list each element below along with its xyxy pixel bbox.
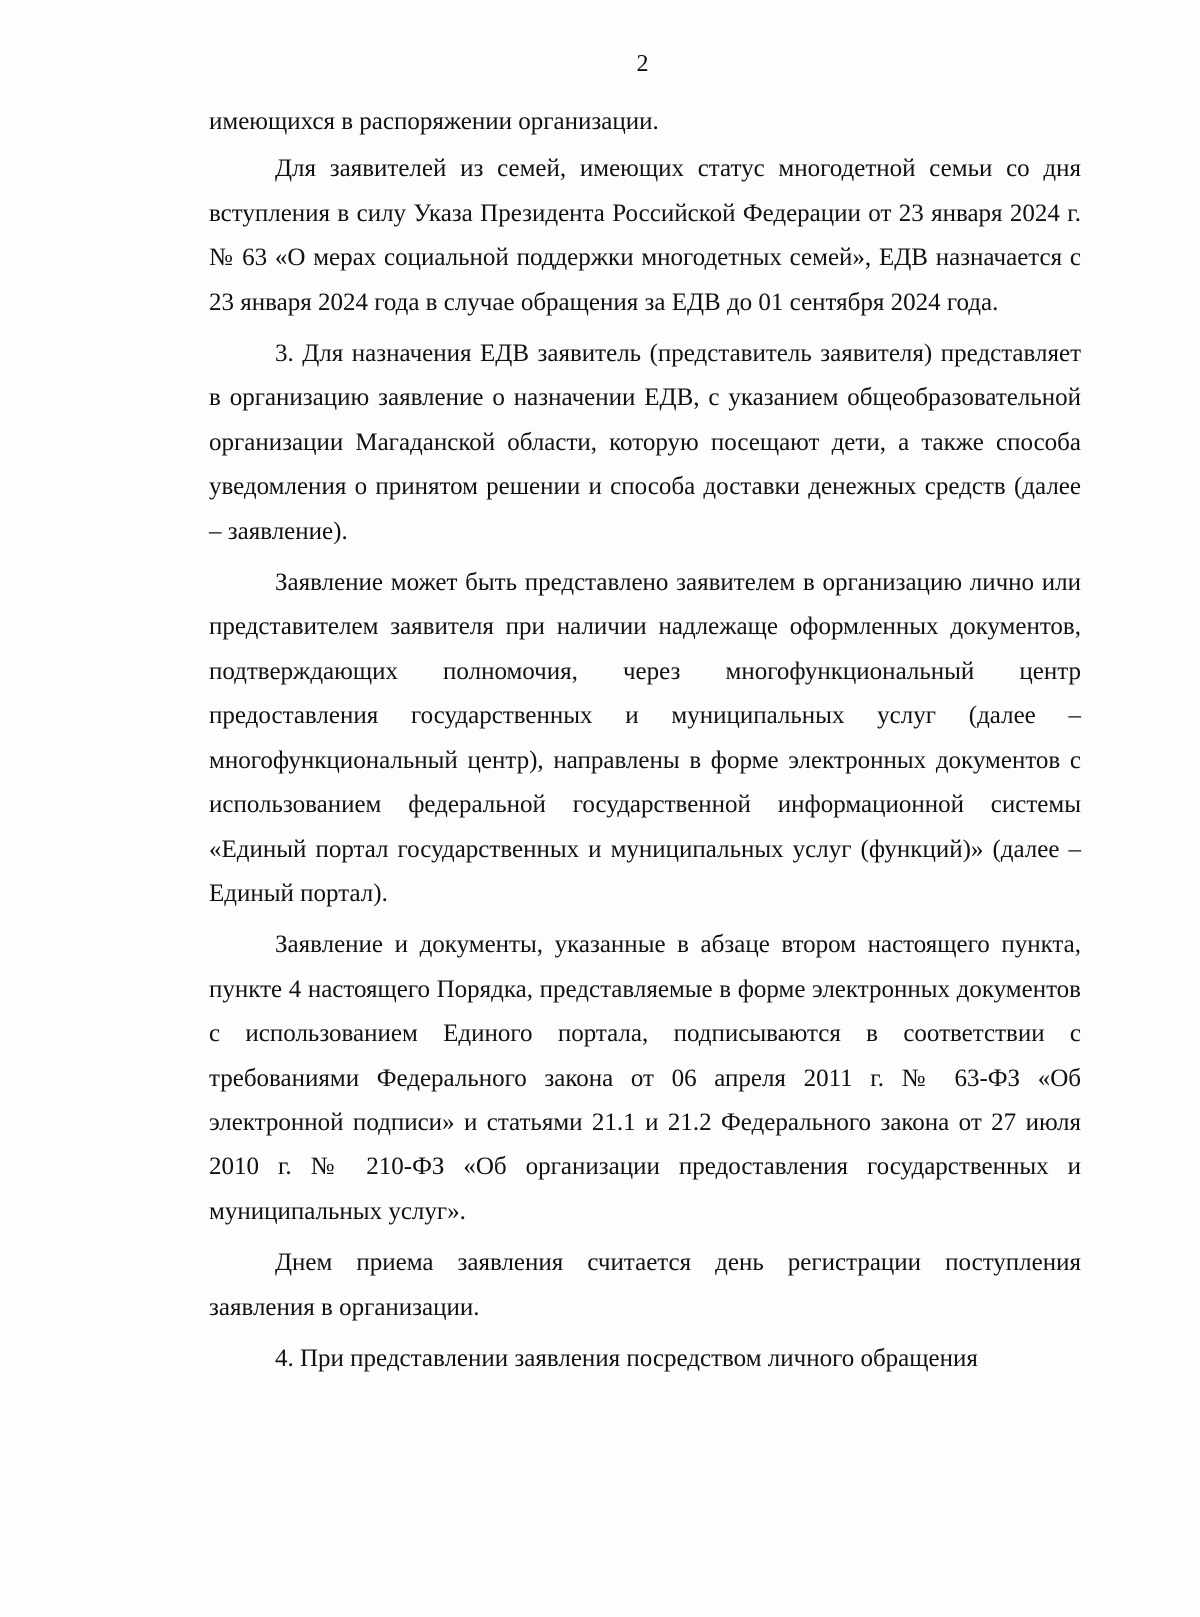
paragraph-item-4: 4. При представлении заявления посредством личного обращения	[275, 1344, 978, 1372]
paragraph-submission-methods: Заявление может быть представлено заявителем в организацию лично или представителем заявителя при наличии надлежаще оформленных документов, подтверждающих полномочия, через многофункциональный центр предоставления государственных и муниципальных услуг (далее – многофункциональный центр), направлены в форме электронных документов с использованием федеральной государственной информационной системы «Единый портал государственных и муниципальных услуг (функций)» (далее – Единый портал).	[209, 569, 1081, 907]
paragraph-electronic-signature: Заявление и документы, указанные в абзаце втором настоящего пункта, пункте 4 настоящего Порядка, представляемые в форме электронных документов с использованием Единого портала, подписываются в соответствии с требованиями Федерального закона от 06 апреля 2011 г. № 63-ФЗ «Об электронной подписи» и статьями 21.1 и 21.2 Федерального закона от 27 июля 2010 г. № 210-ФЗ «Об организации предоставления государственных и муниципальных услуг».	[209, 931, 1081, 1225]
document-body	[209, 100, 1081, 1388]
page-number: 2	[636, 51, 649, 77]
paragraph-acceptance-day: Днем приема заявления считается день регистрации поступления заявления в организации.	[209, 1249, 1081, 1321]
paragraph-item-3: 3. Для назначения ЕДВ заявитель (представитель заявителя) представляет в организацию заявление о назначении ЕДВ, с указанием общеобразовательной организации Магаданской области, которую посещают дети, а также способа уведомления о принятом решении и способа доставки денежных средств (далее – заявление).	[209, 340, 1081, 545]
paragraph-continuation: имеющихся в распоряжении организации.	[209, 108, 659, 135]
paragraph-large-family: Для заявителей из семей, имеющих статус многодетной семьи со дня вступления в силу Указа Президента Российской Федерации от 23 января 2024 г. № 63 «О мерах социальной поддержки многодетных семей», ЕДВ назначается с 23 января 2024 года в случае обращения за ЕДВ до 01 сентября 2024 года.	[209, 155, 1081, 316]
